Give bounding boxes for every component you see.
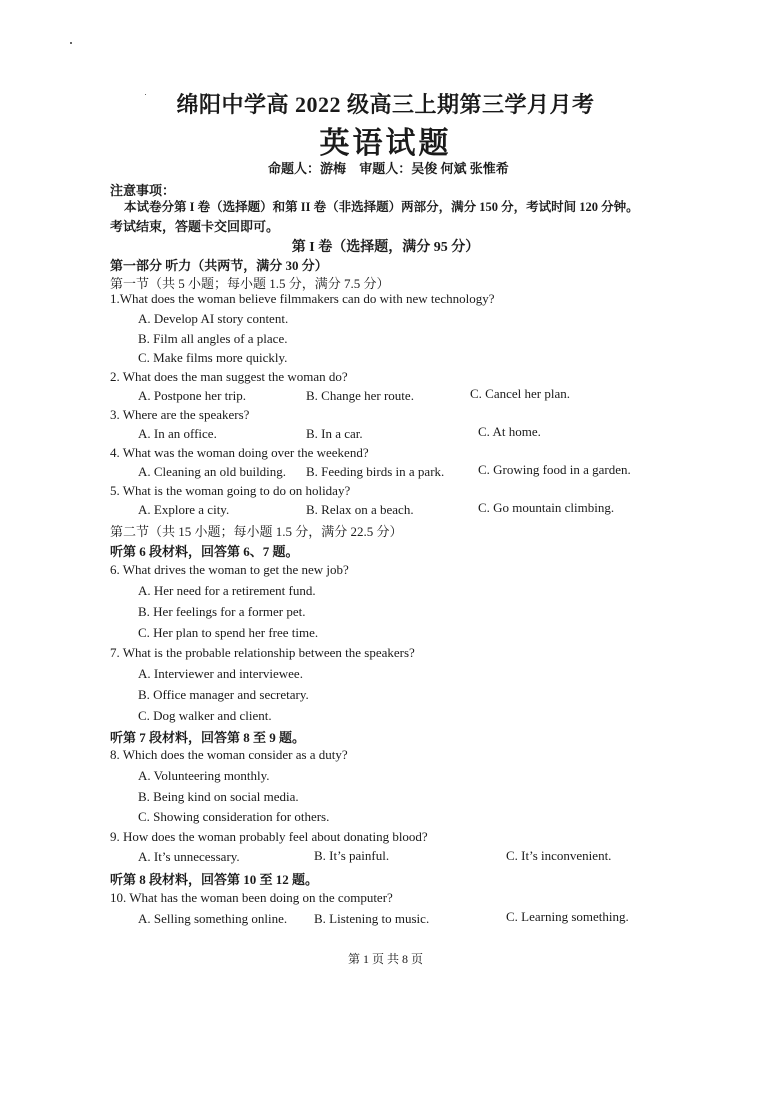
- notes-heading: 注意事项：: [110, 183, 176, 198]
- question-1-option-b: B. Film all angles of a place.: [138, 331, 288, 346]
- question-5-option-a: A. Explore a city.: [138, 502, 230, 517]
- question-1-stem: 1.What does the woman believe filmmakers can do with new technology?: [110, 291, 495, 306]
- notes-line-2: 考试结束，答题卡交回即可。: [110, 219, 280, 234]
- question-2-option-b: B. Change her route.: [306, 388, 414, 403]
- question-6-stem: 6. What drives the woman to get the new job?: [110, 562, 349, 577]
- question-9-stem: 9. How does the woman probably feel about donating blood?: [110, 829, 428, 844]
- question-6-option-b: B. Her feelings for a former pet.: [138, 604, 306, 619]
- question-4-option-a: A. Cleaning an old building.: [138, 464, 287, 479]
- part-1-title: 第一部分 听力（共两节，满分 30 分）: [110, 258, 328, 273]
- question-8-option-c: C. Showing consideration for others.: [138, 809, 330, 824]
- question-4-stem: 4. What was the woman doing over the weekend?: [110, 445, 369, 460]
- question-5-stem: 5. What is the woman going to do on holiday?: [110, 483, 351, 498]
- question-9-option-c: C. It’s inconvenient.: [506, 848, 612, 863]
- material-6-instruction: 听第 6 段材料，回答第 6、7 题。: [110, 544, 299, 559]
- authors-line: [268, 158, 519, 177]
- question-5-option-b: B. Relax on a beach.: [306, 502, 414, 517]
- material-8-instruction: 听第 8 段材料，回答第 10 至 12 题。: [110, 872, 319, 887]
- question-1-option-a: A. Develop AI story content.: [138, 311, 289, 326]
- reviewers: 审题人：吴俊 何斌 张惟希: [359, 161, 509, 176]
- question-7-stem: 7. What is the probable relationship between the speakers?: [110, 645, 415, 660]
- question-10-stem: 10. What has the woman been doing on the computer?: [110, 890, 393, 905]
- question-9-option-b: B. It’s painful.: [314, 848, 390, 863]
- question-1-option-c: C. Make films more quickly.: [138, 350, 288, 365]
- setter: 命题人：游梅: [268, 161, 347, 176]
- notes-line-1: 本试卷分第 I 卷（选择题）和第 II 卷（非选择题）两部分，满分 150 分，考试时间 120 分钟。: [124, 200, 639, 214]
- question-10-option-a: A. Selling something online.: [138, 911, 288, 926]
- section-2-title: 第二节（共 15 小题；每小题 1.5 分，满分 22.5 分）: [110, 524, 403, 539]
- question-8-stem: 8. Which does the woman consider as a duty?: [110, 747, 348, 762]
- subject-title: 英语试题: [319, 127, 452, 160]
- volume-1-title: 第 I 卷（选择题，满分 95 分）: [291, 240, 480, 255]
- question-4-option-b: B. Feeding birds in a park.: [306, 464, 445, 479]
- question-8-option-a: A. Volunteering monthly.: [138, 768, 270, 783]
- section-1-title: 第一节（共 5 小题；每小题 1.5 分，满分 7.5 分）: [110, 276, 390, 291]
- question-10-option-c: C. Learning something.: [506, 909, 629, 924]
- question-3-option-b: B. In a car.: [306, 426, 363, 441]
- question-2-option-c: C. Cancel her plan.: [470, 386, 570, 401]
- question-10-option-b: B. Listening to music.: [314, 911, 430, 926]
- question-9-option-a: A. It’s unnecessary.: [138, 849, 240, 864]
- question-3-option-c: C. At home.: [478, 424, 541, 439]
- material-7-instruction: 听第 7 段材料，回答第 8 至 9 题。: [110, 730, 306, 745]
- question-8-option-b: B. Being kind on social media.: [138, 789, 299, 804]
- question-6-option-c: C. Her plan to spend her free time.: [138, 625, 319, 640]
- question-3-stem: 3. Where are the speakers?: [110, 407, 250, 422]
- question-4-option-c: C. Growing food in a garden.: [478, 462, 631, 477]
- question-2-option-a: A. Postpone her trip.: [138, 388, 246, 403]
- question-6-option-a: A. Her need for a retirement fund.: [138, 583, 316, 598]
- question-7-option-b: B. Office manager and secretary.: [138, 687, 309, 702]
- question-7-option-c: C. Dog walker and client.: [138, 708, 272, 723]
- page-footer: 第 1 页 共 8 页: [347, 952, 423, 966]
- question-7-option-a: A. Interviewer and interviewee.: [138, 666, 303, 681]
- scan-speck: [70, 42, 72, 44]
- question-5-option-c: C. Go mountain climbing.: [478, 500, 615, 515]
- question-3-option-a: A. In an office.: [138, 426, 217, 441]
- exam-title: 绵阳中学高 2022 级高三上期第三学月月考: [176, 92, 595, 117]
- question-2-stem: 2. What does the man suggest the woman do?: [110, 369, 348, 384]
